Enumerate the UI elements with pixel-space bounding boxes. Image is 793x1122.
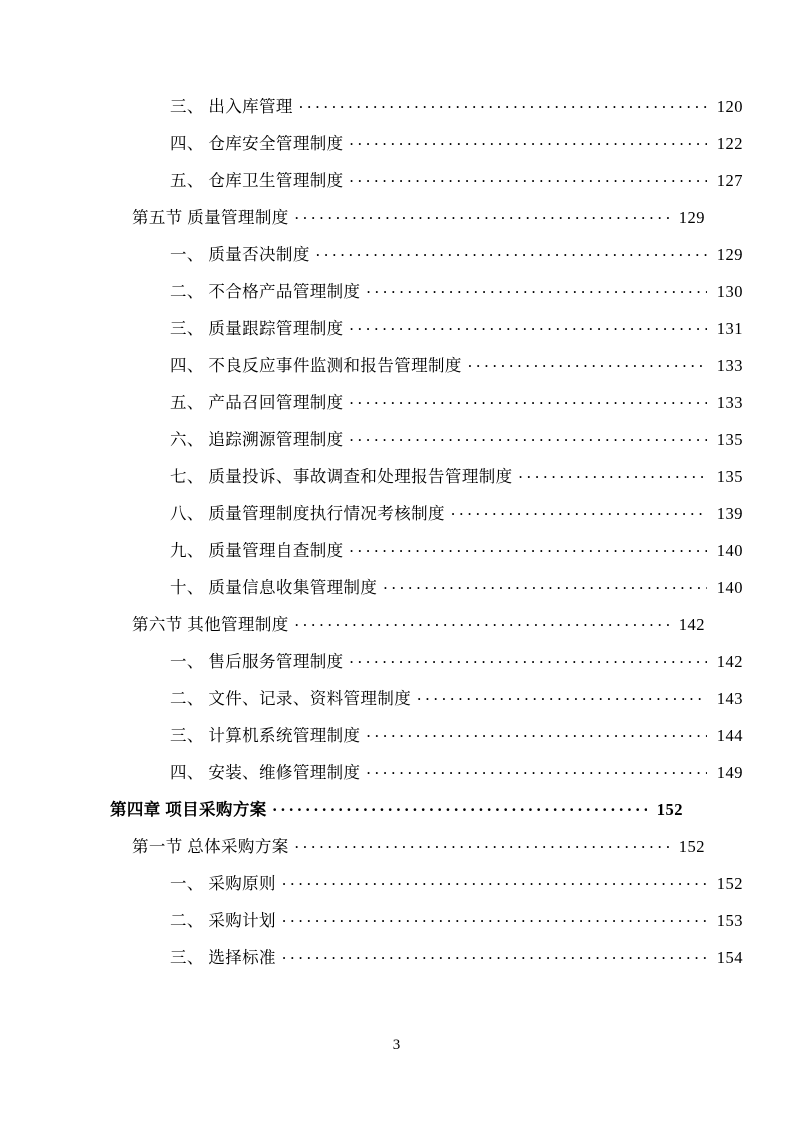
toc-entry[interactable] — [110, 798, 683, 835]
toc-entry-page-number: 131 — [716, 318, 743, 338]
toc-entry[interactable] — [110, 835, 705, 872]
toc-leader-dots — [282, 909, 707, 926]
toc-leader-dots — [366, 280, 707, 297]
toc-entry[interactable] — [110, 95, 743, 132]
toc-entry-page-number: 142 — [678, 614, 705, 634]
toc-entry-page-number: 122 — [716, 133, 743, 153]
toc-entry-page-number: 133 — [716, 392, 743, 412]
toc-entry-page-number: 152 — [716, 873, 743, 893]
toc-leader-dots — [417, 687, 707, 704]
toc-leader-dots — [350, 391, 707, 408]
toc-leader-dots — [350, 169, 707, 186]
toc-leader-dots — [316, 243, 707, 260]
toc-entry-page-number: 135 — [716, 429, 743, 449]
toc-entry[interactable] — [110, 428, 743, 465]
toc-entry[interactable] — [110, 946, 743, 983]
toc-entry[interactable] — [110, 169, 743, 206]
toc-entry-page-number: 133 — [716, 355, 743, 375]
toc-entry[interactable] — [110, 280, 743, 317]
toc-entry-label: 四、 不良反应事件监测和报告管理制度 — [170, 355, 462, 375]
toc-leader-dots — [350, 132, 707, 149]
toc-leader-dots — [519, 465, 707, 482]
toc-entry-label: 三、 选择标准 — [170, 947, 276, 967]
toc-entry-label: 四、 安装、维修管理制度 — [170, 762, 361, 782]
toc-leader-dots — [468, 354, 707, 371]
toc-entry-label: 二、 不合格产品管理制度 — [170, 281, 361, 301]
toc-leader-dots — [451, 502, 707, 519]
toc-entry[interactable] — [110, 465, 743, 502]
toc-entry[interactable] — [110, 650, 743, 687]
toc-entry-label: 一、 售后服务管理制度 — [170, 651, 344, 671]
toc-entry-label: 二、 采购计划 — [170, 910, 276, 930]
toc-entry[interactable] — [110, 206, 705, 243]
toc-leader-dots — [366, 724, 707, 741]
toc-leader-dots — [295, 835, 669, 852]
toc-entry[interactable] — [110, 243, 743, 280]
toc-entry-label: 五、 产品召回管理制度 — [170, 392, 344, 412]
toc-entry-page-number: 154 — [716, 947, 743, 967]
toc-entry[interactable] — [110, 502, 743, 539]
toc-entry[interactable] — [110, 391, 743, 428]
toc-entry-label: 四、 仓库安全管理制度 — [170, 133, 344, 153]
toc-entry-page-number: 143 — [716, 688, 743, 708]
toc-entry-label: 二、 文件、记录、资料管理制度 — [170, 688, 412, 708]
toc-entry[interactable] — [110, 872, 743, 909]
toc-entry-page-number: 142 — [716, 651, 743, 671]
toc-entry-page-number: 139 — [716, 503, 743, 523]
toc-leader-dots — [299, 95, 707, 112]
toc-entry-label: 第四章 项目采购方案 — [110, 799, 267, 819]
toc-entry-label: 九、 质量管理自查制度 — [170, 540, 344, 560]
toc-leader-dots — [282, 872, 707, 889]
table-of-contents — [110, 95, 743, 983]
toc-entry-label: 三、 计算机系统管理制度 — [170, 725, 361, 745]
toc-entry-label: 一、 采购原则 — [170, 873, 276, 893]
toc-entry-label: 三、 出入库管理 — [170, 96, 293, 116]
toc-entry-label: 第一节 总体采购方案 — [132, 836, 289, 856]
toc-entry[interactable] — [110, 576, 743, 613]
toc-entry[interactable] — [110, 724, 743, 761]
toc-entry-label: 一、 质量否决制度 — [170, 244, 310, 264]
toc-leader-dots — [295, 613, 669, 630]
toc-entry[interactable] — [110, 317, 743, 354]
toc-leader-dots — [350, 428, 707, 445]
toc-leader-dots — [350, 539, 707, 556]
toc-entry-label: 三、 质量跟踪管理制度 — [170, 318, 344, 338]
toc-entry-label: 七、 质量投诉、事故调查和处理报告管理制度 — [170, 466, 513, 486]
toc-entry[interactable] — [110, 761, 743, 798]
toc-leader-dots — [383, 576, 707, 593]
toc-leader-dots — [366, 761, 707, 778]
toc-entry-label: 十、 质量信息收集管理制度 — [170, 577, 378, 597]
toc-entry-page-number: 153 — [716, 910, 743, 930]
toc-entry-page-number: 135 — [716, 466, 743, 486]
toc-entry-page-number: 127 — [716, 170, 743, 190]
page-footer — [0, 1037, 793, 1054]
toc-leader-dots — [273, 798, 647, 815]
toc-entry-page-number: 130 — [716, 281, 743, 301]
toc-entry-page-number: 149 — [716, 762, 743, 782]
toc-entry[interactable] — [110, 354, 743, 391]
toc-leader-dots — [350, 650, 707, 667]
toc-entry-page-number: 144 — [716, 725, 743, 745]
toc-entry-page-number: 120 — [716, 96, 743, 116]
toc-entry-page-number: 129 — [716, 244, 743, 264]
toc-entry-label: 六、 追踪溯源管理制度 — [170, 429, 344, 449]
toc-entry-label: 第六节 其他管理制度 — [132, 614, 289, 634]
toc-leader-dots — [350, 317, 707, 334]
toc-entry[interactable] — [110, 132, 743, 169]
toc-entry[interactable] — [110, 613, 705, 650]
toc-entry-label: 第五节 质量管理制度 — [132, 207, 289, 227]
toc-entry-page-number: 152 — [678, 836, 705, 856]
toc-entry-page-number: 152 — [656, 799, 683, 819]
toc-leader-dots — [295, 206, 669, 223]
toc-entry-page-number: 140 — [716, 540, 743, 560]
toc-leader-dots — [282, 946, 707, 963]
toc-entry-label: 八、 质量管理制度执行情况考核制度 — [170, 503, 445, 523]
toc-entry-page-number: 129 — [678, 207, 705, 227]
toc-entry-page-number: 140 — [716, 577, 743, 597]
toc-entry[interactable] — [110, 909, 743, 946]
toc-entry[interactable] — [110, 687, 743, 724]
toc-entry[interactable] — [110, 539, 743, 576]
page-number: 3 — [392, 1037, 401, 1053]
toc-entry-label: 五、 仓库卫生管理制度 — [170, 170, 344, 190]
